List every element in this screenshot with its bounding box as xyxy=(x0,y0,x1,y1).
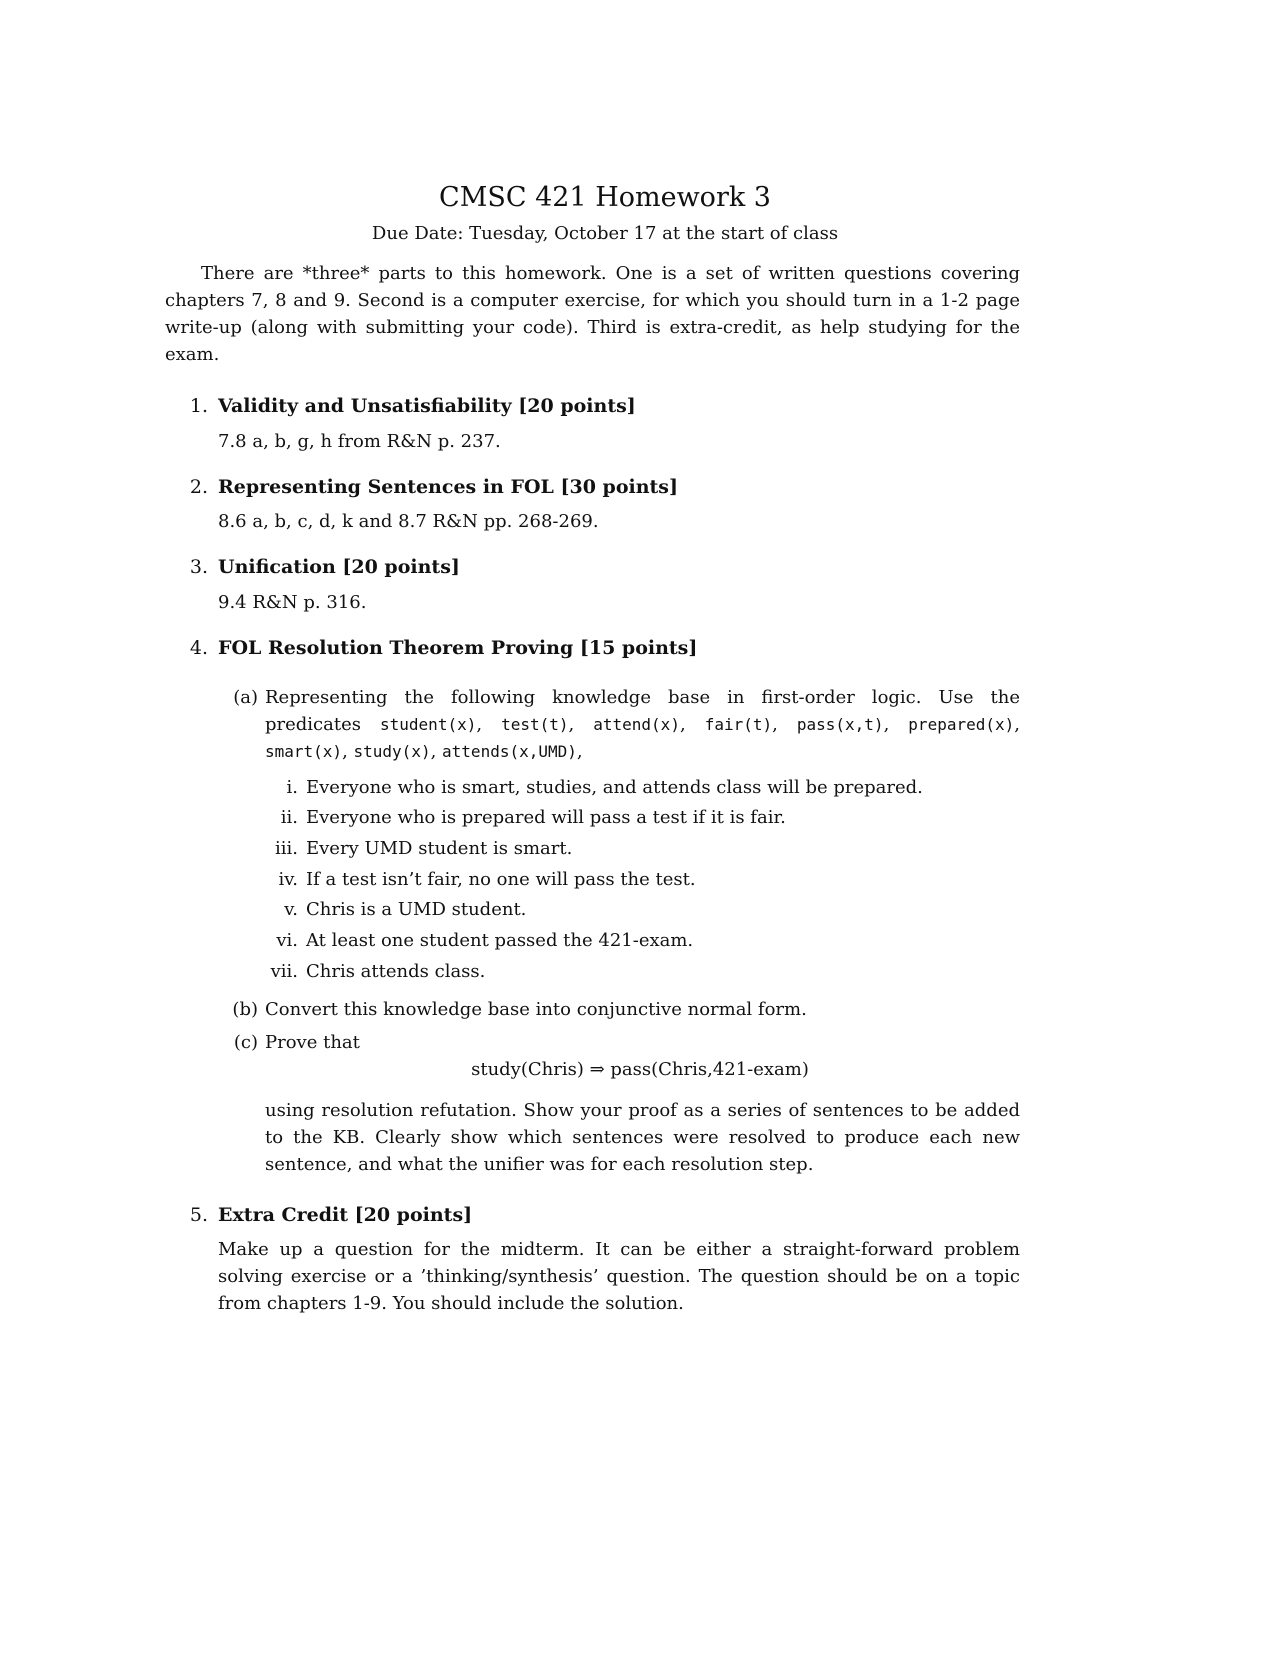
sentence-number: i. xyxy=(286,777,298,798)
sentence-number: vi. xyxy=(276,930,298,951)
item-number: 5. xyxy=(189,1204,208,1226)
sentence-text: Everyone who is prepared will pass a test if it is fair. xyxy=(306,807,786,828)
part-a-text: Representing the following knowledge base in first-order logic. Use the predicates student(x), test(t), attend(x), fair(t), pass(x,t), prepared(x), smart(x), study(x), attends(x,UMD), xyxy=(265,687,1020,762)
sentence-number: v. xyxy=(284,899,298,920)
sentence-number: iv. xyxy=(278,869,298,890)
sentence-text: At least one student passed the 421-exam. xyxy=(306,930,694,951)
part-c-text: Prove that xyxy=(265,1032,360,1053)
part-c-label: (c) xyxy=(233,1032,258,1053)
part-b-label: (b) xyxy=(232,999,258,1020)
item-title: Validity and Unsatisfiability [20 points] xyxy=(218,395,636,417)
predicate: pass(x,t) xyxy=(796,715,884,734)
predicate: attend(x) xyxy=(593,715,680,734)
sentence-text: If a test isn’t fair, no one will pass the test. xyxy=(306,869,696,890)
predicate: prepared(x) xyxy=(908,715,1015,734)
item-body: 8.6 a, b, c, d, k and 8.7 R&N pp. 268-269. xyxy=(218,511,599,532)
item-title: FOL Resolution Theorem Proving [15 points] xyxy=(218,637,698,659)
predicate: student(x) xyxy=(380,715,477,734)
due-date: Due Date: Tuesday, October 17 at the start of class xyxy=(371,223,839,244)
sentence-text: Every UMD student is smart. xyxy=(306,838,573,859)
document-title: CMSC 421 Homework 3 xyxy=(439,182,771,213)
sentence-text: Chris is a UMD student. xyxy=(306,899,527,920)
sentence-text: Chris attends class. xyxy=(306,961,486,982)
predicate: smart(x) xyxy=(265,742,343,761)
item-body: 9.4 R&N p. 316. xyxy=(218,592,367,613)
proof-formula: study(Chris) ⇒ pass(Chris,421-exam) xyxy=(471,1059,809,1080)
sentence-number: vii. xyxy=(270,961,298,982)
predicate: attends(x,UMD) xyxy=(442,742,577,761)
sentence-text: Everyone who is smart, studies, and attends class will be prepared. xyxy=(306,777,923,798)
intro-paragraph: There are *three* parts to this homework. One is a set of written questions covering chapters 7, 8 and 9. Second is a computer exercise, for which you should turn in a 1-2 page write-up (along with submitting your code). Third is extra-credit, as help studying for the exam. xyxy=(165,263,1020,365)
item-title: Unification [20 points] xyxy=(218,556,460,578)
item-title: Extra Credit [20 points] xyxy=(218,1204,473,1226)
item-body: Make up a question for the midterm. It can be either a straight-forward problem solving exercise or a ’thinking/synthesis’ question. The question should be on a topic from chapters 1-9. You should include the solution. xyxy=(218,1239,1020,1314)
part-b-text: Convert this knowledge base into conjunctive normal form. xyxy=(265,999,807,1020)
part-a-lead: Representing the following knowledge base in first-order logic. Use the predicates xyxy=(265,687,1020,735)
item-body: 7.8 a, b, g, h from R&N p. 237. xyxy=(218,431,501,452)
item-title: Representing Sentences in FOL [30 points] xyxy=(218,476,678,498)
item-number: 3. xyxy=(189,556,208,578)
part-c-after: using resolution refutation. Show your proof as a series of sentences to be added to the KB. Clearly show which sentences were resolved to produce each new sentence, and what the unifier was for each resolution step. xyxy=(265,1100,1020,1175)
predicate: test(t) xyxy=(501,715,569,734)
sentence-number: iii. xyxy=(275,838,298,859)
part-a-label: (a) xyxy=(233,687,258,708)
predicate: fair(t) xyxy=(704,715,773,734)
item-number: 4. xyxy=(189,637,208,659)
item-number: 1. xyxy=(189,395,208,417)
sentence-number: ii. xyxy=(280,807,298,828)
item-number: 2. xyxy=(189,476,208,498)
predicate: study(x) xyxy=(353,742,431,761)
